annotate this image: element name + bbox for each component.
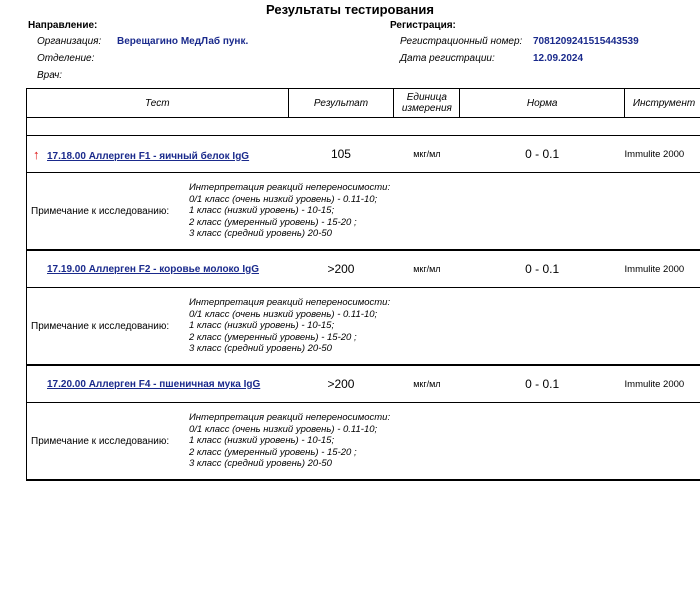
registration-label: Регистрация: xyxy=(390,20,456,31)
note-label: Примечание к исследованию: xyxy=(31,205,170,217)
page-title: Результаты тестирования xyxy=(266,2,434,17)
test-link-f1[interactable]: 17.18.00 Аллерген F1 - яичный белок IgG xyxy=(47,150,250,162)
instrument-value: Immulite 2000 xyxy=(625,365,700,403)
org-value: Верещагино МедЛаб пунк. xyxy=(117,36,249,47)
instrument-value: Immulite 2000 xyxy=(625,250,700,288)
note-row xyxy=(27,173,700,251)
note-label: Примечание к исследованию: xyxy=(31,320,170,332)
test-cell xyxy=(27,250,289,288)
norm-value: 0 - 0.1 xyxy=(460,250,625,288)
test-link-f2[interactable]: 17.19.00 Аллерген F2 - коровье молоко IgG xyxy=(47,263,259,275)
result-value: >200 xyxy=(288,365,394,403)
doctor-label: Врач: xyxy=(37,70,63,81)
reg-number-label: Регистрационный номер: xyxy=(400,36,523,47)
up-arrow-icon: ↑ xyxy=(33,146,40,162)
table-header-row xyxy=(27,89,700,118)
reg-date-value: 12.09.2024 xyxy=(533,53,584,64)
unit-value: мкг/мл xyxy=(394,250,460,288)
instrument-value: Immulite 2000 xyxy=(625,136,700,173)
note-label: Примечание к исследованию: xyxy=(31,435,170,447)
result-value: >200 xyxy=(288,250,394,288)
norm-value: 0 - 0.1 xyxy=(525,147,560,161)
table-row xyxy=(27,250,700,288)
col-header-unit: Единица измерения xyxy=(394,89,460,118)
note-text: Интерпретация реакций непереносимости: 0/1 класс (очень низкий уровень) - 0.11-10; 1 класс (низкий уровень) - 10-15; 2 класс (умеренный уровень) - 15-20 ; 3 класс (средний уровень) 20-50 xyxy=(189,182,391,240)
reg-number-value: 7081209241515443539 xyxy=(533,36,639,47)
result-value: 105 xyxy=(330,147,351,161)
org-label: Организация: xyxy=(37,36,102,47)
direction-label: Направление: xyxy=(28,20,98,31)
col-header-instrument: Инструмент xyxy=(625,89,700,118)
unit-value: мкг/мл xyxy=(413,149,441,159)
table-row xyxy=(27,365,700,403)
dept-label: Отделение: xyxy=(37,53,95,64)
note-text: Интерпретация реакций непереносимости: 0/1 класс (очень низкий уровень) - 0.11-10; 1 класс (низкий уровень) - 10-15; 2 класс (умеренный уровень) - 15-20 ; 3 класс (средний уровень) 20-50 xyxy=(189,297,391,355)
note-row xyxy=(27,288,700,366)
test-cell xyxy=(27,136,289,173)
col-header-norm: Норма xyxy=(460,89,625,118)
test-cell xyxy=(27,365,289,403)
unit-value: мкг/мл xyxy=(394,365,460,403)
table-row xyxy=(27,136,700,173)
note-row xyxy=(27,403,700,481)
col-header-test: Тест xyxy=(27,89,289,118)
note-text: Интерпретация реакций непереносимости: 0/1 класс (очень низкий уровень) - 0.11-10; 1 класс (низкий уровень) - 10-15; 2 класс (умеренный уровень) - 15-20 ; 3 класс (средний уровень) 20-50 xyxy=(189,412,391,470)
norm-value: 0 - 0.1 xyxy=(460,365,625,403)
reg-date-label: Дата регистрации: xyxy=(400,53,495,64)
spacer-row xyxy=(27,118,700,136)
results-table xyxy=(26,88,700,481)
col-header-result: Результат xyxy=(288,89,394,118)
test-link-f4[interactable]: 17.20.00 Аллерген F4 - пшеничная мука IgG xyxy=(47,378,261,390)
